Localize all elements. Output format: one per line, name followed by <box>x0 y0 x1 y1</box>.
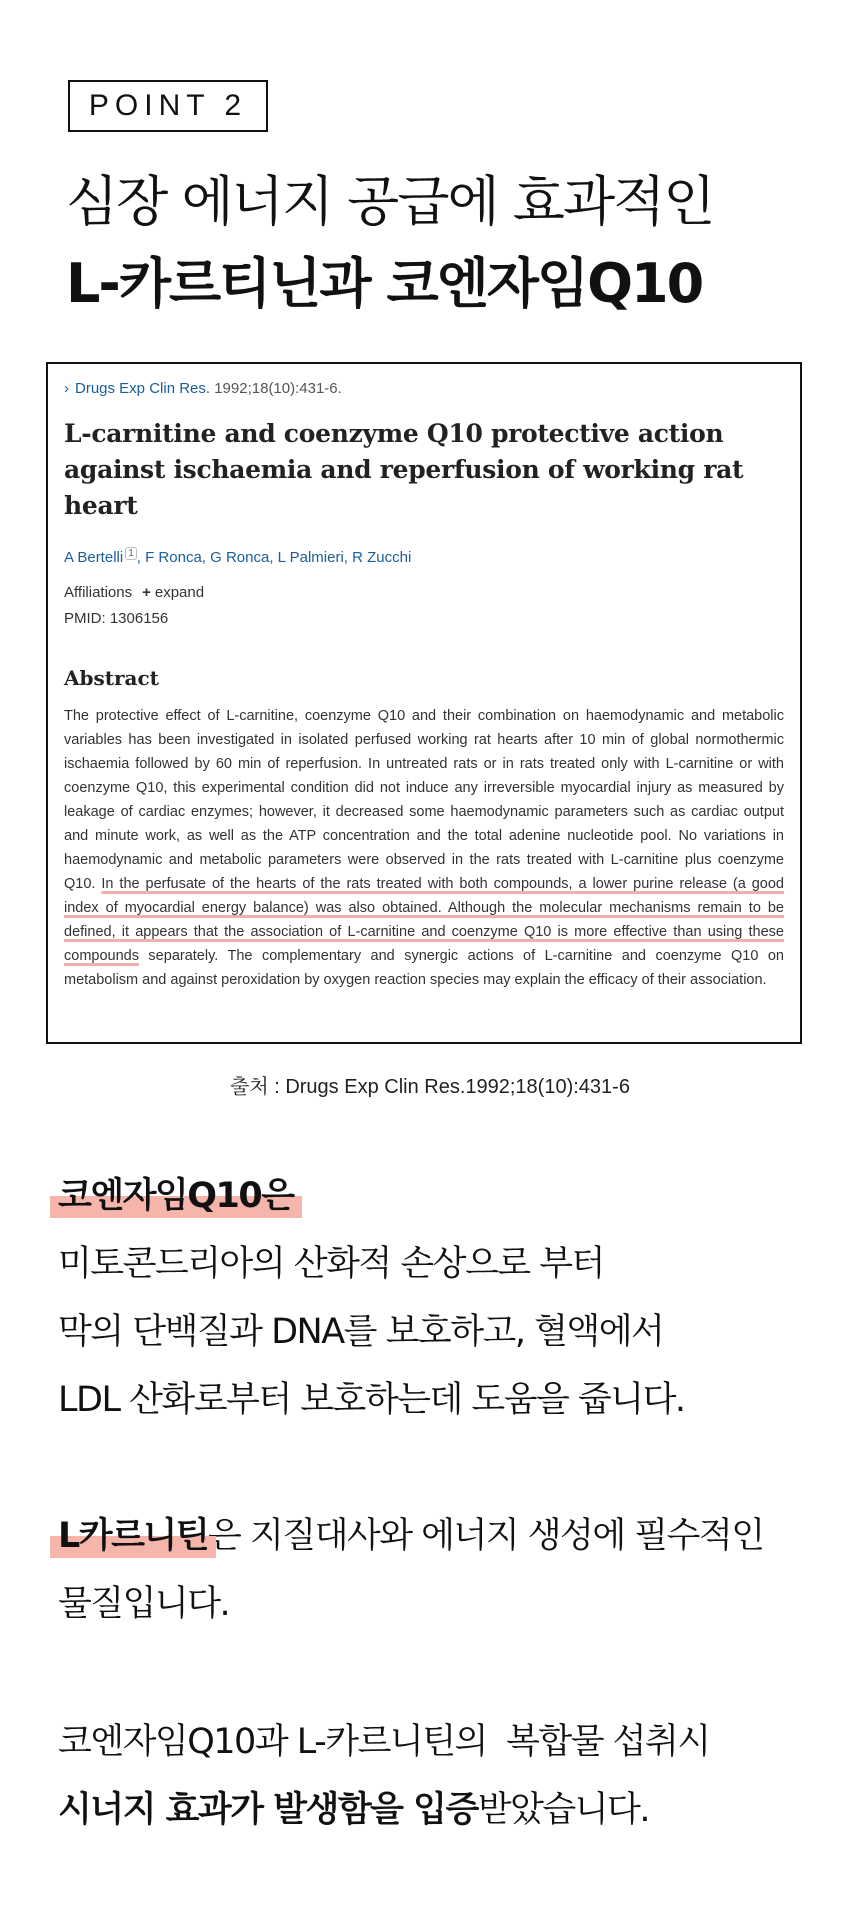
synergy-section <box>58 1708 838 1844</box>
point-badge: POINT 2 <box>68 80 268 132</box>
coq10-line-2: 막의 단백질과 DNA를 보호하고, 혈액에서 <box>58 1312 664 1352</box>
journal-line <box>64 376 784 402</box>
carnitine-line-2: 물질입니다. <box>58 1584 230 1624</box>
abstract-heading: Abstract <box>64 666 159 690</box>
pmid: PMID: 1306156 <box>64 610 169 627</box>
author-link[interactable]: A Bertelli <box>64 549 124 566</box>
abstract-part-2: separately. The complementary and synergic actions of L-carnitine and coenzyme Q10 on metabolism and against peroxidation by oxygen reaction species may explain the efficacy of their association. <box>64 948 784 988</box>
affiliations-label: Affiliations <box>64 584 133 601</box>
abstract-text <box>64 704 784 992</box>
carnitine-term: L카르니틴 <box>58 1502 208 1570</box>
headline-line-2: L-카르티닌과 코엔자임Q10 <box>66 252 703 315</box>
paper-title: L-carnitine and coenzyme Q10 protective action against ischaemia and reperfusion of working rat heart <box>64 419 744 520</box>
journal-link[interactable]: Drugs Exp Clin Res. <box>75 380 211 397</box>
synergy-line-1: 코엔자임Q10과 L-카르니틴의 복합물 섭취시 <box>58 1722 710 1762</box>
coq10-line-1: 미토콘드리아의 산화적 손상으로 부터 <box>58 1244 604 1284</box>
carnitine-line-1-rest: 은 지질대사와 에너지 생성에 필수적인 <box>208 1516 764 1556</box>
author-links[interactable]: , F Ronca, G Ronca, L Palmieri, R Zucchi <box>136 549 412 566</box>
source-caption: 출처 : Drugs Exp Clin Res.1992;18(10):431-6 <box>230 1076 630 1098</box>
chevron-right-icon: › <box>64 380 69 397</box>
headline-line-1: 심장 에너지 공급에 효과적인 <box>66 170 714 233</box>
synergy-rest: 받았습니다. <box>477 1790 649 1830</box>
coq10-section <box>58 1162 838 1434</box>
affiliations-row <box>64 584 784 606</box>
paper-screenshot-card <box>46 362 802 1044</box>
coq10-line-3: LDL 산화로부터 보호하는데 도움을 줍니다. <box>58 1380 685 1420</box>
expand-toggle[interactable]: expand <box>154 584 205 601</box>
coq10-term: 코엔자임Q10은 <box>58 1162 294 1230</box>
abstract-highlight: In the perfusate of the hearts of the rats treated with both compounds, a lower purine release (a good index of myocardial energy balance) was also obtained. Although the molecular mechanisms remain to be defined, it appears that the association of L-carnitine and coenzyme Q10 is more effective than using these compounds <box>64 876 785 964</box>
abstract-part-1: The protective effect of L-carnitine, coenzyme Q10 and their combination on haemodynamic and metabolic variables has been investigated in isolated perfused working rat hearts after 10 min of global normothermic ischaemia followed by 60 min of reperfusion. In untreated rats or in rats treated only with L-carnitine or with coenzyme Q10, this experimental condition did not induce any irreversible myocardial injury as measured by leakage of cardiac enzymes; however, it decreased some haemodynamic parameters such as cardiac output and minute work, as well as the ATP concentration and the total adenine nucleotide pool. No variations in haemodynamic and metabolic parameters were observed in the rats treated with L-carnitine plus coenzyme Q10. <box>64 708 784 892</box>
plus-icon[interactable]: + <box>142 584 151 601</box>
synergy-bold: 시너지 효과가 발생함을 입증 <box>58 1790 478 1830</box>
author-list <box>64 548 784 570</box>
carnitine-section <box>58 1502 838 1638</box>
affiliation-superscript[interactable]: 1 <box>125 547 137 560</box>
citation-text: 1992;18(10):431-6. <box>214 380 342 397</box>
